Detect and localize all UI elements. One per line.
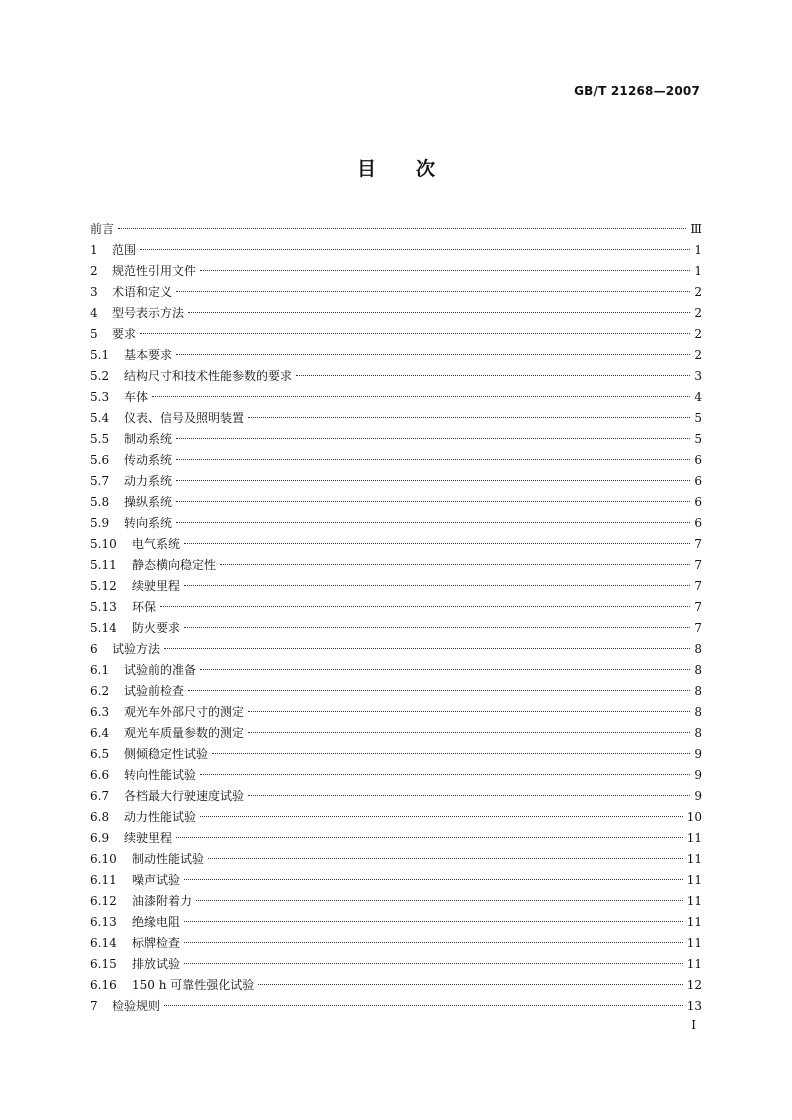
- toc-entry-page: 2: [694, 327, 702, 341]
- dot-leader: [176, 480, 690, 481]
- toc-entry-page: 2: [694, 348, 702, 362]
- toc-entry[interactable]: [90, 324, 702, 345]
- dot-leader: [164, 1005, 683, 1006]
- toc-entry[interactable]: [90, 786, 702, 807]
- toc-entry-number: 6.13: [90, 915, 117, 929]
- toc-entry[interactable]: [90, 744, 702, 765]
- toc-entry-label: 动力性能试验: [124, 810, 197, 824]
- toc-entry[interactable]: [90, 282, 702, 303]
- toc-entry-label: 范围: [112, 243, 137, 257]
- toc-entry-label: 动力系统: [124, 474, 173, 488]
- toc-entry-label: 型号表示方法: [112, 306, 185, 320]
- toc-entry-number: 5.8: [90, 495, 110, 509]
- toc-entry-page: 7: [694, 621, 702, 635]
- toc-entry-page: 3: [694, 369, 702, 383]
- toc-entry[interactable]: [90, 555, 702, 576]
- toc-entry-page: Ⅲ: [690, 222, 702, 236]
- toc-entry-number: 6: [90, 642, 98, 656]
- toc-entry-label: 前言: [90, 222, 115, 236]
- toc-entry-label: 续驶里程: [124, 831, 173, 845]
- toc-entry[interactable]: [90, 345, 702, 366]
- toc-entry-label: 静态横向稳定性: [132, 558, 217, 572]
- dot-leader: [200, 774, 690, 775]
- toc-entry-page: 7: [694, 558, 702, 572]
- dot-leader: [200, 669, 690, 670]
- toc-entry-number: 6.7: [90, 789, 110, 803]
- toc-entry-label: 标牌检查: [132, 936, 181, 950]
- toc-entry-page: 4: [694, 390, 702, 404]
- toc-entry-page: 2: [694, 306, 702, 320]
- toc-entry-label: 观光车质量参数的测定: [124, 726, 245, 740]
- toc-entry-label: 转向系统: [124, 516, 173, 530]
- toc-entry[interactable]: [90, 534, 702, 555]
- toc-entry-number: 5.11: [90, 558, 117, 572]
- toc-entry[interactable]: [90, 975, 702, 996]
- toc-entry-label: 油漆附着力: [132, 894, 193, 908]
- dot-leader: [258, 984, 682, 985]
- dot-leader: [220, 564, 690, 565]
- toc-entry-label: 试验前的准备: [124, 663, 197, 677]
- toc-entry-page: 7: [694, 537, 702, 551]
- toc-entry-page: 11: [686, 915, 702, 929]
- dot-leader: [184, 963, 683, 964]
- toc-entry[interactable]: [90, 912, 702, 933]
- toc-entry-label: 操纵系统: [124, 495, 173, 509]
- toc-entry-number: 6.6: [90, 768, 110, 782]
- toc-entry-label: 试验方法: [112, 642, 161, 656]
- toc-entry[interactable]: [90, 933, 702, 954]
- toc-entry-page: 12: [686, 978, 702, 992]
- toc-entry-number: 5.6: [90, 453, 110, 467]
- toc-entry-number: 5.5: [90, 432, 110, 446]
- toc-entry-page: 11: [686, 894, 702, 908]
- toc-entry-number: 5.14: [90, 621, 117, 635]
- toc-entry[interactable]: [90, 723, 702, 744]
- toc-entry-number: 2: [90, 264, 98, 278]
- toc-entry-page: 13: [686, 999, 702, 1013]
- toc-entry-label: 传动系统: [124, 453, 173, 467]
- dot-leader: [184, 543, 690, 544]
- toc-entry[interactable]: [90, 681, 702, 702]
- page-title: 目次: [356, 158, 475, 180]
- toc-entry-page: 9: [694, 789, 702, 803]
- dot-leader: [248, 417, 690, 418]
- toc-entry-number: 5.1: [90, 348, 110, 362]
- dot-leader: [184, 627, 690, 628]
- toc-entry-number: 5.2: [90, 369, 110, 383]
- toc-entry-number: 5.9: [90, 516, 110, 530]
- page-number: I: [691, 1018, 696, 1032]
- toc-entry-page: 6: [694, 516, 702, 530]
- dot-leader: [152, 396, 690, 397]
- toc-entry-label: 车体: [124, 390, 149, 404]
- toc-entry-label: 试验前检查: [124, 684, 185, 698]
- toc-entry[interactable]: [90, 303, 702, 324]
- toc-entry-number: 6.1: [90, 663, 110, 677]
- toc-entry-page: 5: [694, 411, 702, 425]
- standard-code: GB/T 21268—2007: [574, 84, 700, 98]
- dot-leader: [248, 711, 690, 712]
- toc-entry-page: 11: [686, 873, 702, 887]
- dot-leader: [188, 690, 690, 691]
- toc-entry[interactable]: [90, 849, 702, 870]
- toc-entry[interactable]: [90, 408, 702, 429]
- dot-leader: [118, 228, 686, 229]
- dot-leader: [184, 585, 690, 586]
- toc-entry-number: 6.11: [90, 873, 117, 887]
- toc-entry[interactable]: [90, 387, 702, 408]
- toc-entry[interactable]: [90, 429, 702, 450]
- toc-entry-number: 5.4: [90, 411, 110, 425]
- toc-entry[interactable]: [90, 576, 702, 597]
- dot-leader: [176, 438, 690, 439]
- dot-leader: [176, 291, 690, 292]
- toc-entry[interactable]: [90, 807, 702, 828]
- dot-leader: [176, 354, 690, 355]
- toc-entry-page: 8: [694, 663, 702, 677]
- toc-entry[interactable]: [90, 513, 702, 534]
- dot-leader: [176, 522, 690, 523]
- toc-entry-number: 6.4: [90, 726, 110, 740]
- toc-entry-label: 续驶里程: [132, 579, 181, 593]
- toc-entry-page: 6: [694, 495, 702, 509]
- toc-entry-number: 6.8: [90, 810, 110, 824]
- dot-leader: [200, 270, 690, 271]
- toc-entry[interactable]: [90, 870, 702, 891]
- toc-entry-label: 环保: [132, 600, 157, 614]
- dot-leader: [248, 795, 690, 796]
- toc-entry-page: 11: [686, 852, 702, 866]
- toc-entry-page: 8: [694, 726, 702, 740]
- toc-entry-number: 6.9: [90, 831, 110, 845]
- toc-entry-page: 6: [694, 474, 702, 488]
- toc-entry[interactable]: [90, 618, 702, 639]
- dot-leader: [200, 816, 683, 817]
- toc-entry-number: 4: [90, 306, 98, 320]
- toc-entry-number: 6.12: [90, 894, 117, 908]
- toc-entry[interactable]: [90, 219, 702, 240]
- toc-entry[interactable]: [90, 240, 702, 261]
- toc-entry[interactable]: [90, 828, 702, 849]
- dot-leader: [296, 375, 690, 376]
- toc-entry-label: 检验规则: [112, 999, 161, 1013]
- toc-entry[interactable]: [90, 450, 702, 471]
- toc-entry-label: 150 h 可靠性强化试验: [132, 978, 255, 992]
- toc-entry-page: 8: [694, 684, 702, 698]
- toc-entry-page: 8: [694, 705, 702, 719]
- dot-leader: [140, 249, 690, 250]
- toc-entry[interactable]: [90, 660, 702, 681]
- toc-entry[interactable]: [90, 891, 702, 912]
- toc-entry-label: 电气系统: [132, 537, 181, 551]
- toc-entry-number: 5: [90, 327, 98, 341]
- toc-entry-page: 1: [694, 264, 702, 278]
- toc-entry-page: 11: [686, 936, 702, 950]
- toc-entry-number: 5.7: [90, 474, 110, 488]
- toc-entry[interactable]: [90, 366, 702, 387]
- toc-entry-number: 3: [90, 285, 98, 299]
- toc-entry-number: 5.3: [90, 390, 110, 404]
- dot-leader: [164, 648, 690, 649]
- toc-entry-number: 5.10: [90, 537, 117, 551]
- toc-entry-label: 各档最大行驶速度试验: [124, 789, 245, 803]
- toc-entry-number: 5.13: [90, 600, 117, 614]
- toc-entry[interactable]: [90, 261, 702, 282]
- toc-entry-label: 观光车外部尺寸的测定: [124, 705, 245, 719]
- toc-entry-label: 仪表、信号及照明装置: [124, 411, 245, 425]
- toc-entry-page: 11: [686, 957, 702, 971]
- dot-leader: [188, 312, 690, 313]
- dot-leader: [212, 753, 690, 754]
- toc-entry-number: 6.3: [90, 705, 110, 719]
- toc-entry-page: 1: [694, 243, 702, 257]
- toc-entry-page: 7: [694, 600, 702, 614]
- toc-entry-page: 9: [694, 747, 702, 761]
- toc-entry-number: 6.14: [90, 936, 117, 950]
- toc-entry-label: 术语和定义: [112, 285, 173, 299]
- toc-entry[interactable]: [90, 471, 702, 492]
- dot-leader: [208, 858, 683, 859]
- toc-entry-number: 6.5: [90, 747, 110, 761]
- toc-entry-label: 基本要求: [124, 348, 173, 362]
- toc-entry-label: 绝缘电阻: [132, 915, 181, 929]
- toc-entry-page: 7: [694, 579, 702, 593]
- toc-entry-page: 5: [694, 432, 702, 446]
- toc-entry-number: 6.15: [90, 957, 117, 971]
- toc-entry-label: 防火要求: [132, 621, 181, 635]
- dot-leader: [184, 879, 683, 880]
- toc-entry-label: 噪声试验: [132, 873, 181, 887]
- dot-leader: [176, 459, 690, 460]
- toc-entry-label: 规范性引用文件: [112, 264, 197, 278]
- toc-entry-label: 要求: [112, 327, 137, 341]
- dot-leader: [196, 900, 683, 901]
- table-of-contents: [90, 219, 702, 1017]
- toc-entry-label: 转向性能试验: [124, 768, 197, 782]
- toc-entry-page: 2: [694, 285, 702, 299]
- toc-entry-label: 制动性能试验: [132, 852, 205, 866]
- toc-entry-label: 结构尺寸和技术性能参数的要求: [124, 369, 293, 383]
- toc-entry-number: 6.2: [90, 684, 110, 698]
- toc-entry-label: 排放试验: [132, 957, 181, 971]
- dot-leader: [184, 942, 683, 943]
- toc-entry[interactable]: [90, 954, 702, 975]
- toc-entry[interactable]: [90, 702, 702, 723]
- toc-entry-number: 1: [90, 243, 98, 257]
- dot-leader: [160, 606, 690, 607]
- toc-entry-page: 6: [694, 453, 702, 467]
- toc-entry-number: 7: [90, 999, 98, 1013]
- toc-entry[interactable]: [90, 492, 702, 513]
- toc-entry-page: 10: [686, 810, 702, 824]
- toc-entry[interactable]: [90, 996, 702, 1017]
- toc-entry-page: 8: [694, 642, 702, 656]
- toc-entry-label: 侧倾稳定性试验: [124, 747, 209, 761]
- dot-leader: [248, 732, 690, 733]
- toc-entry-page: 9: [694, 768, 702, 782]
- dot-leader: [184, 921, 683, 922]
- dot-leader: [176, 501, 690, 502]
- toc-entry-number: 6.10: [90, 852, 117, 866]
- toc-entry-label: 制动系统: [124, 432, 173, 446]
- toc-entry-number: 6.16: [90, 978, 117, 992]
- toc-entry[interactable]: [90, 765, 702, 786]
- toc-entry[interactable]: [90, 597, 702, 618]
- dot-leader: [176, 837, 683, 838]
- toc-entry[interactable]: [90, 639, 702, 660]
- toc-entry-number: 5.12: [90, 579, 117, 593]
- dot-leader: [140, 333, 690, 334]
- toc-entry-page: 11: [686, 831, 702, 845]
